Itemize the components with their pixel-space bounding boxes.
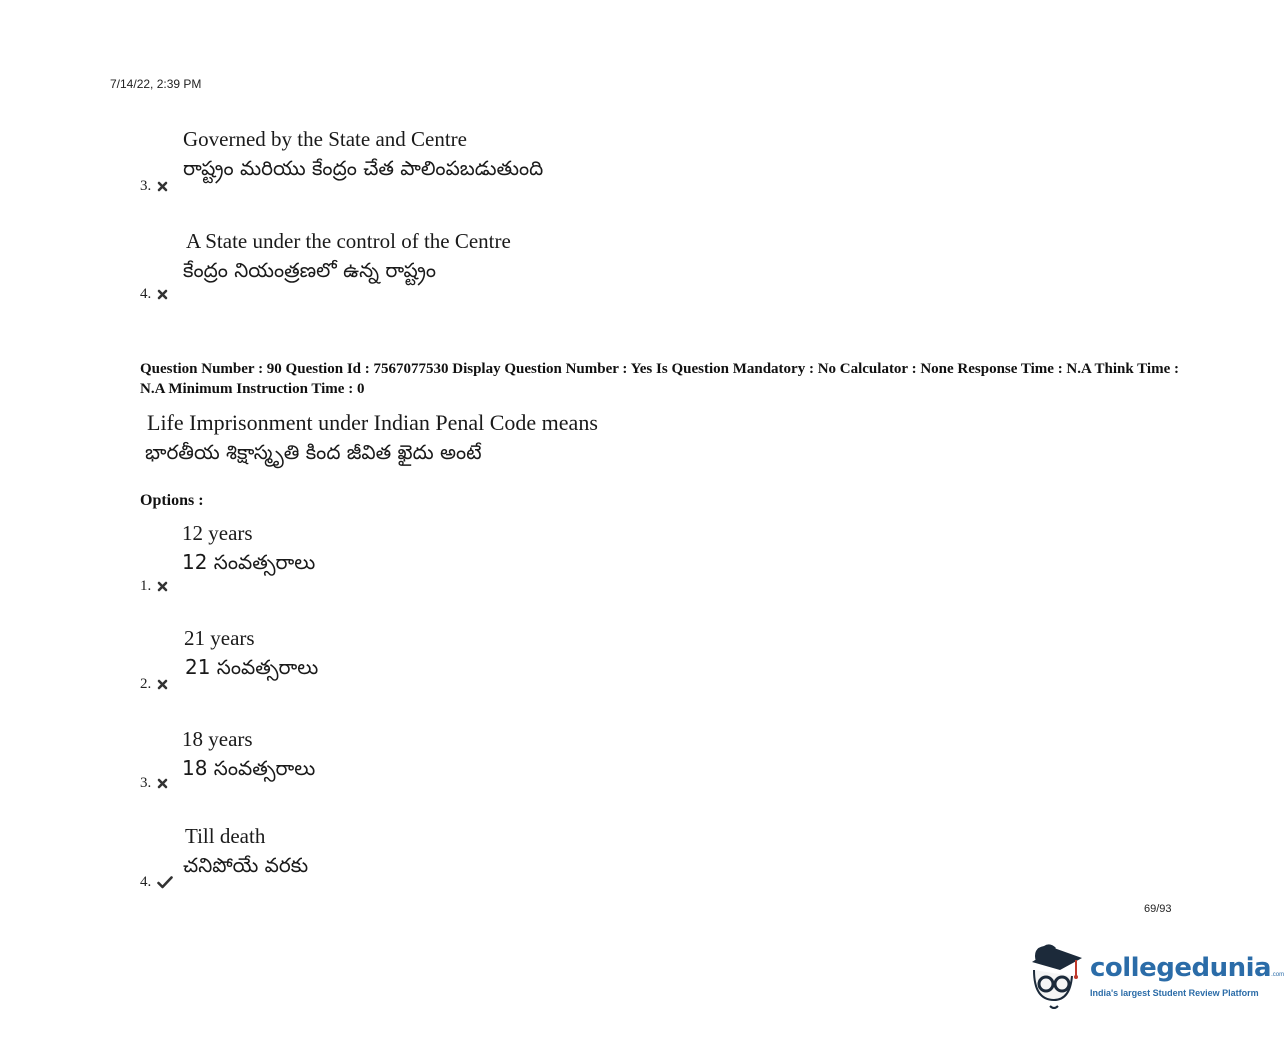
option-2-telugu: 21 సంవత్సరాలు bbox=[185, 655, 319, 679]
page-number: 69/93 bbox=[1144, 903, 1172, 915]
cross-icon bbox=[157, 581, 168, 592]
option-3-telugu: 18 సంవత్సరాలు bbox=[182, 756, 316, 780]
cross-icon bbox=[157, 289, 168, 300]
print-timestamp: 7/14/22, 2:39 PM bbox=[110, 77, 202, 91]
option-1-marker bbox=[140, 578, 168, 595]
option-2-english: 21 years bbox=[184, 626, 255, 650]
logo-tagline: India's largest Student Review Platform bbox=[1090, 988, 1259, 998]
prev-option-3-telugu: రాష్ట్రం మరియు కేంద్రం చేత పాలింపబడుతుంది bbox=[183, 156, 544, 180]
prev-option-4-marker bbox=[140, 286, 168, 303]
option-number: 2. bbox=[140, 676, 152, 692]
option-1-telugu: 12 సంవత్సరాలు bbox=[182, 550, 316, 574]
logo-suffix: .com bbox=[1271, 972, 1284, 978]
cross-icon bbox=[157, 679, 168, 690]
question-text-english: Life Imprisonment under Indian Penal Code means bbox=[147, 410, 598, 435]
option-1-english: 12 years bbox=[182, 521, 253, 545]
option-number: 1. bbox=[140, 578, 152, 594]
options-label: Options : bbox=[140, 492, 204, 509]
prev-option-4-english: A State under the control of the Centre bbox=[186, 229, 511, 253]
prev-option-3-english: Governed by the State and Centre bbox=[183, 127, 467, 151]
option-4-english: Till death bbox=[185, 824, 266, 848]
option-3-english: 18 years bbox=[182, 727, 253, 751]
option-number: 3. bbox=[140, 178, 152, 194]
prev-option-3-marker bbox=[140, 178, 168, 195]
collegedunia-logo bbox=[1024, 940, 1284, 1010]
option-number: 3. bbox=[140, 775, 152, 791]
question-metadata: Question Number : 90 Question Id : 7567077530 Display Question Number : Yes Is Question Mandatory : No Calculator : None Response Time : N.A Think Time : N.A Minimum Instruction Time : 0 bbox=[140, 361, 1179, 397]
check-icon bbox=[157, 876, 173, 889]
question-text-telugu: భారతీయ శిక్షాస్మృతి కింద జీవిత ఖైదు అంటే bbox=[145, 440, 482, 464]
prev-option-4-telugu: కేంద్రం నియంత్రణలో ఉన్న రాష్ట్రం bbox=[183, 258, 437, 282]
logo-name: collegedunia bbox=[1090, 953, 1272, 983]
option-4-marker bbox=[140, 874, 173, 891]
option-number: 4. bbox=[140, 874, 152, 890]
option-2-marker bbox=[140, 676, 168, 693]
option-number: 4. bbox=[140, 286, 152, 302]
option-3-marker bbox=[140, 775, 168, 792]
option-4-telugu: చనిపోయే వరకు bbox=[183, 853, 309, 877]
cross-icon bbox=[157, 181, 168, 192]
mascot-icon bbox=[1024, 940, 1084, 1015]
cross-icon bbox=[157, 778, 168, 789]
